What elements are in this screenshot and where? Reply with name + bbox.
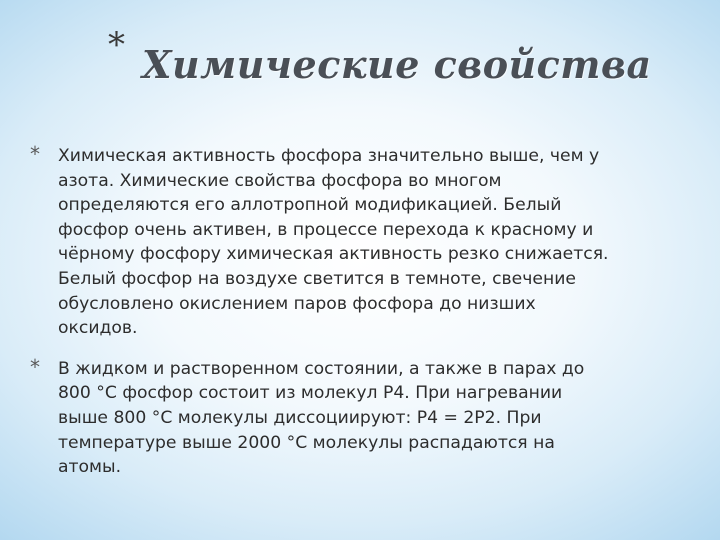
- title-asterisk: *: [108, 25, 125, 65]
- bullet-list: [30, 144, 690, 480]
- bullet-item: [30, 144, 690, 341]
- bullet-line: выше 800 °С молекулы диссоциируют: Р4 = 2Р2. При: [58, 407, 542, 428]
- bullet-line: азота. Химические свойства фосфора во многом: [58, 170, 502, 191]
- bullet-asterisk: *: [30, 354, 40, 379]
- bullet-line: температуре выше 2000 °С молекулы распадаются на: [58, 432, 555, 453]
- bullet-line: оксидов.: [58, 318, 138, 339]
- bullet-line: Химическая активность фосфора значительно выше, чем у: [58, 146, 600, 166]
- bullet-line: чёрному фосфору химическая активность резко снижается.: [58, 244, 609, 265]
- title-row: [108, 24, 668, 96]
- bullet-line: Белый фосфор на воздухе светится в темноте, свечение: [58, 268, 576, 289]
- bullet-line: 800 °С фосфор состоит из молекул Р4. При нагревании: [58, 383, 563, 404]
- bullet-asterisk: *: [30, 142, 40, 166]
- slide-title: Химические свойства: [142, 42, 652, 87]
- bullet-line: фосфор очень активен, в процессе перехода к красному и: [58, 219, 594, 240]
- bullet-line: обусловлено окислением паров фосфора до низших: [58, 293, 536, 314]
- bullet-line: атомы.: [58, 457, 122, 478]
- bullet-item: [30, 354, 690, 480]
- bullet-line: В жидком и растворенном состоянии, а также в парах до: [58, 358, 585, 379]
- bullet-line: определяются его аллотропной модификацией. Белый: [58, 195, 562, 216]
